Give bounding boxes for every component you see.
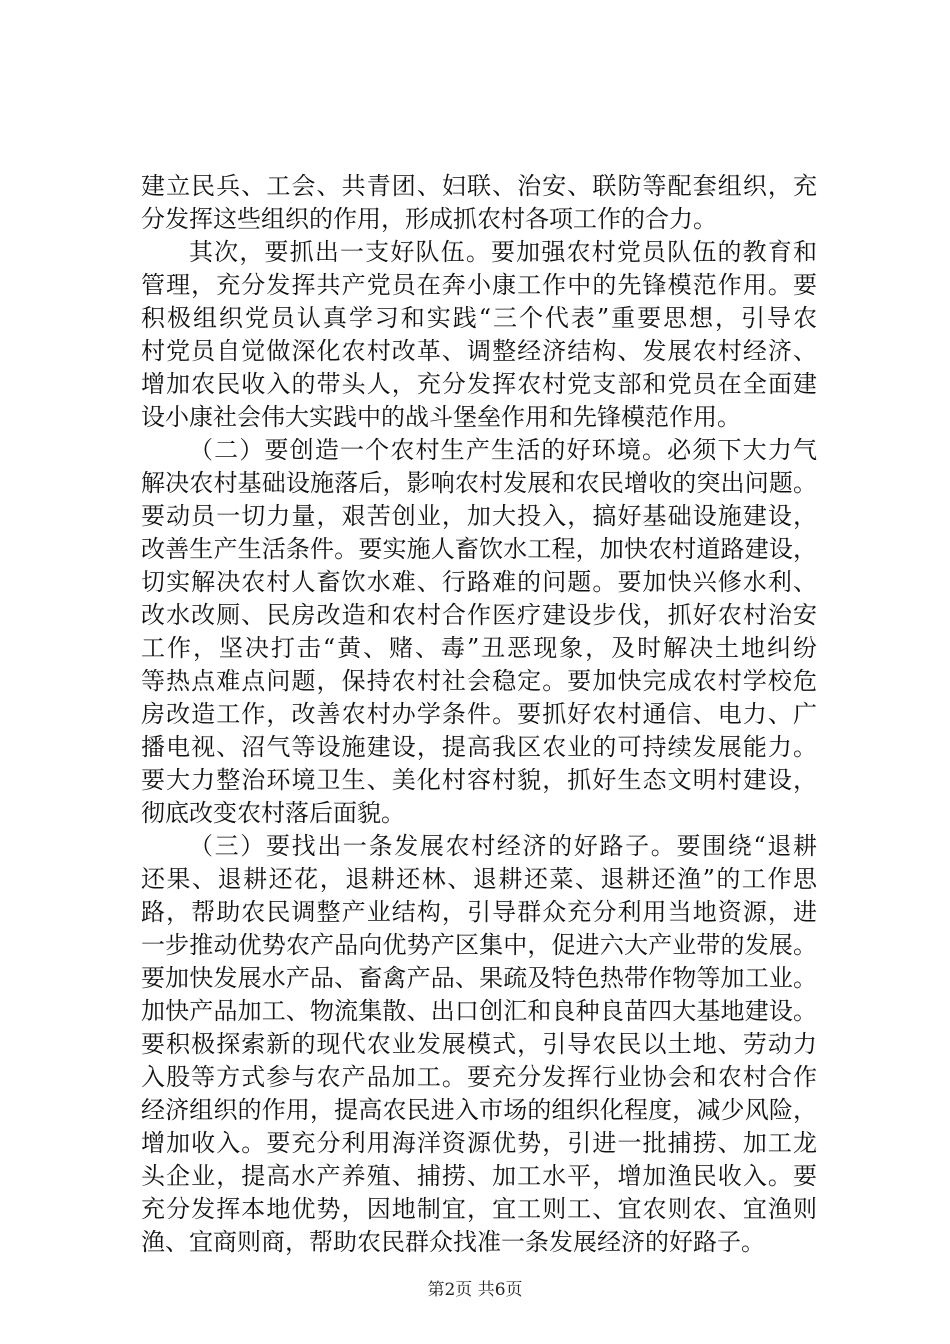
text-line: 解决农村基础设施落后，影响农村发展和农民增收的突出问题。 [141, 469, 817, 497]
text-line: 路，帮助农民调整产业结构，引导群众充分利用当地资源，进 [141, 898, 817, 926]
text-line: 改善生产生活条件。要实施人畜饮水工程，加快农村道路建设， [141, 535, 817, 563]
text-line: 改水改厕、民房改造和农村合作医疗建设步伐，抓好农村治安 [141, 601, 817, 629]
text-line: 要积极探索新的现代农业发展模式，引导农民以土地、劳动力 [141, 1030, 817, 1058]
text-line: 经济组织的作用，提高农民进入市场的组织化程度，减少风险， [141, 1096, 817, 1124]
page-footer: 第2页 共6页 [427, 1280, 523, 1300]
text-line: （三）要找出一条发展农村经济的好路子。要围绕“退耕 [189, 832, 817, 860]
text-line: 其次，要抓出一支好队伍。要加强农村党员队伍的教育和 [189, 238, 817, 266]
text-line: 增加农民收入的带头人，充分发挥农村党支部和党员在全面建 [141, 370, 817, 398]
text-line: 设小康社会伟大实践中的战斗堡垒作用和先锋模范作用。 [141, 403, 741, 431]
text-line: 渔、宜商则商，帮助农民群众找准一条发展经济的好路子。 [141, 1228, 765, 1256]
text-line: 彻底改变农村落后面貌。 [141, 799, 405, 827]
text-line: 要加快发展水产品、畜禽产品、果疏及特色热带作物等加工业。 [141, 964, 817, 992]
text-line: 还果、退耕还花，退耕还林、退耕还菜、退耕还渔”的工作思 [141, 865, 817, 893]
text-line: 加快产品加工、物流集散、出口创汇和良种良苗四大基地建设。 [141, 997, 817, 1025]
text-line: 切实解决农村人畜饮水难、行路难的问题。要加快兴修水利、 [141, 568, 817, 596]
text-line: 增加收入。要充分利用海洋资源优势，引进一批捕捞、加工龙 [141, 1129, 817, 1157]
text-line: 入股等方式参与农产品加工。要充分发挥行业协会和农村合作 [141, 1063, 817, 1091]
text-line: 播电视、沼气等设施建设，提高我区农业的可持续发展能力。 [141, 733, 817, 761]
text-line: 一步推动优势农产品向优势产区集中，促进六大产业带的发展。 [141, 931, 817, 959]
text-line: 要动员一切力量，艰苦创业，加大投入，搞好基础设施建设， [141, 502, 817, 530]
text-line: 头企业，提高水产养殖、捕捞、加工水平，增加渔民收入。要 [141, 1162, 817, 1190]
text-line: 积极组织党员认真学习和实践“三个代表”重要思想，引导农 [141, 304, 817, 332]
text-line: 要大力整治环境卫生、美化村容村貌，抓好生态文明村建设， [141, 766, 817, 794]
text-line: 分发挥这些组织的作用，形成抓农村各项工作的合力。 [141, 205, 717, 233]
text-line: 村党员自觉做深化农村改革、调整经济结构、发展农村经济、 [141, 337, 817, 365]
document-body [141, 170, 817, 1259]
text-line: 房改造工作，改善农村办学条件。要抓好农村通信、电力、广 [141, 700, 817, 728]
text-line: 管理，充分发挥共产党员在奔小康工作中的先锋模范作用。要 [141, 271, 817, 299]
text-line: 建立民兵、工会、共青团、妇联、治安、联防等配套组织，充 [141, 172, 817, 200]
text-line: （二）要创造一个农村生产生活的好环境。必须下大力气 [189, 436, 817, 464]
text-line: 充分发挥本地优势，因地制宜，宜工则工、宜农则农、宜渔则 [141, 1195, 817, 1223]
text-line: 工作，坚决打击“黄、赌、毒”丑恶现象，及时解决土地纠纷 [141, 634, 817, 662]
text-line: 等热点难点问题，保持农村社会稳定。要加快完成农村学校危 [141, 667, 817, 695]
